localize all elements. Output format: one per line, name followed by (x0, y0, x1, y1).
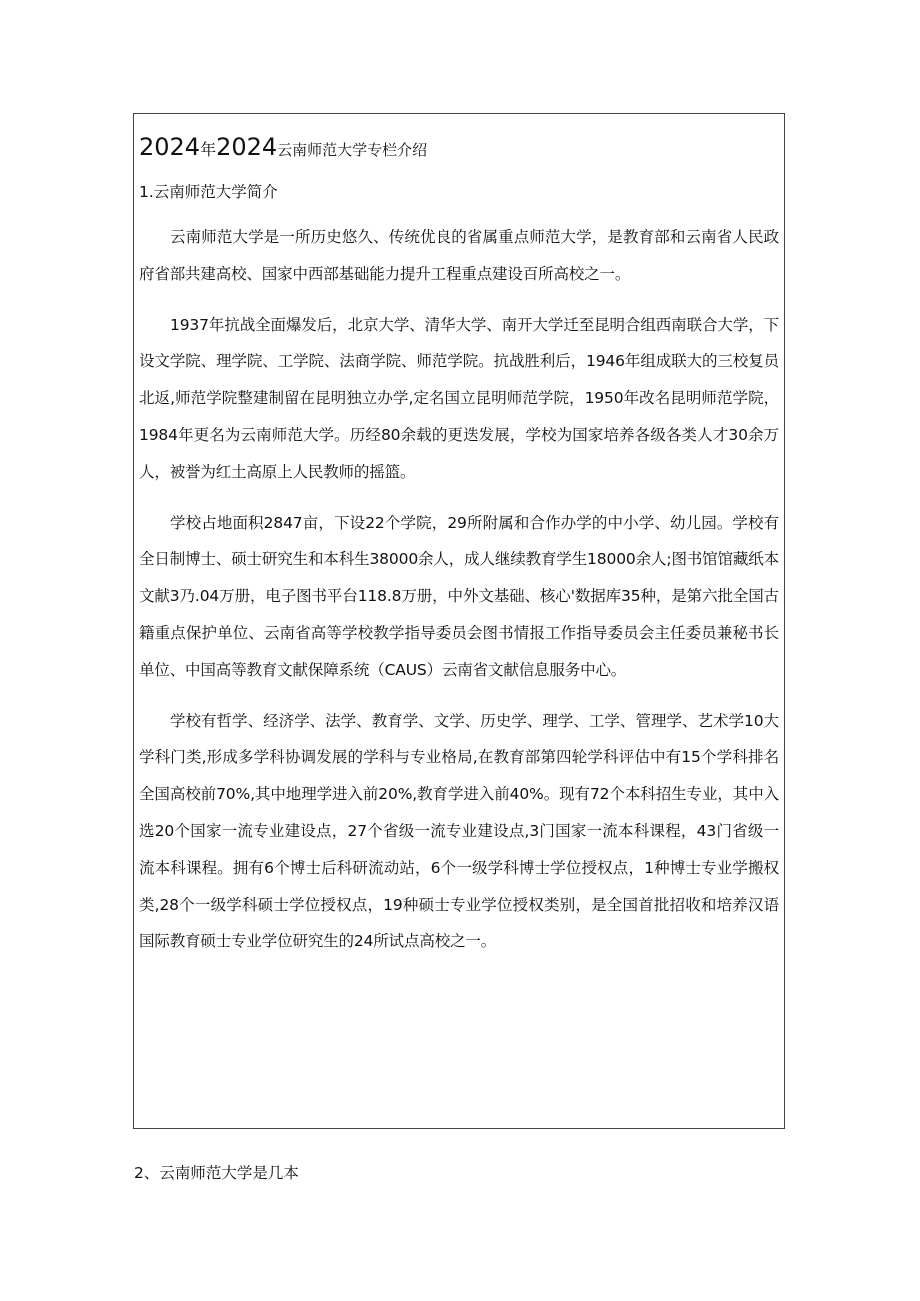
document-frame (133, 113, 785, 1129)
title-year-separator: 年 (200, 140, 217, 159)
paragraph-campus: 学校占地面积2847亩，下设22个学院，29所附属和合作办学的中小学、幼儿园。学校有全日制博士、硕士研究生和本科生38000余人，成人继续教育学生18000余人;图书馆馆藏纸本文献3乃.04万册，电子图书平台118.8万册，中外文基础、核心'数据库35种，是第六批全国古籍重点保护单位、云南省高等学校教学指导委员会图书情报工作指导委员会主任委员兼秘书长单位、中国高等教育文献保障系统（CAUS）云南省文献信息服务中心。 (139, 513, 779, 679)
title-year-2: 2024 (216, 133, 278, 161)
title-year-1: 2024 (139, 133, 201, 161)
section-heading-ranking: 2、云南师范大学是几本 (134, 1164, 299, 1182)
title-university-name: 云南师范大学专栏介绍 (277, 141, 428, 159)
paragraph-disciplines: 学校有哲学、经济学、法学、教育学、文学、历史学、理学、工学、管理学、艺术学10大学科门类,形成多学科协调发展的学科与专业格局,在教育部第四轮学科评估中有15个学科排名全国高校前70%,其中地理学进入前20%,教育学进入前40%。现有72个本科招生专业，其中入选20个国家一流专业建设点，27个省级一流专业建设点,3门国家一流本科课程，43门省级一流本科课程。拥有6个博士后科研流动站，6个一级学科博士学位授权点，1种博士专业学搬权类,28个一级学科硕士学位授权点，19种硕士专业学位授权类别，是全国首批招收和培养汉语国际教育硕士专业学位研究生的24所试点高校之一。 (139, 711, 779, 951)
document-title (139, 130, 779, 164)
paragraph-history: 1937年抗战全面爆发后，北京大学、清华大学、南开大学迁至昆明合组西南联合大学，下设文学院、理学院、工学院、法商学院、师范学院。抗战胜利后，1946年组成联大的三校复员北返,师范学院整建制留在昆明独立办学,定名国立昆明师范学院，1950年改名昆明师范学院，1984年更名为云南师范大学。历经80余载的更迭发展，学校为国家培养各级各类人才30余万人，被誉为红土高原上人民教师的摇篮。 (139, 315, 779, 481)
paragraph-overview: 云南师范大学是一所历史悠久、传统优良的省属重点师范大学，是教育部和云南省人民政府省部共建高校、国家中西部基础能力提升工程重点建设百所高校之一。 (139, 228, 779, 283)
section-heading-intro: 1.云南师范大学简介 (139, 183, 278, 201)
